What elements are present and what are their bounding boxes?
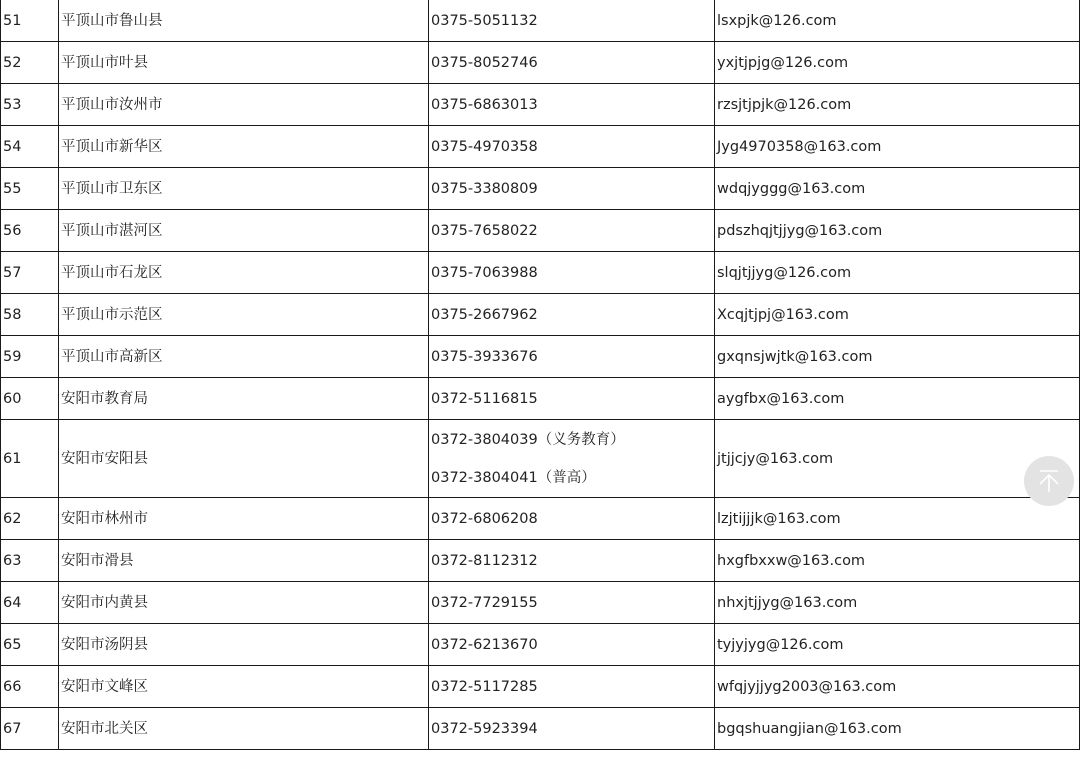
phone-number: 0375-3380809	[429, 168, 715, 210]
email-address: wfqjyjjyg2003@163.com	[715, 666, 1080, 708]
table-row	[1, 294, 1080, 336]
phone-number: 0375-8052746	[429, 42, 715, 84]
table-row	[1, 126, 1080, 168]
phone-number: 0372-6213670	[429, 624, 715, 666]
office-name: 安阳市内黄县	[59, 582, 429, 624]
office-name: 安阳市汤阴县	[59, 624, 429, 666]
phone-number: 0375-7658022	[429, 210, 715, 252]
office-name: 平顶山市湛河区	[59, 210, 429, 252]
row-number: 57	[1, 252, 59, 294]
office-name: 平顶山市新华区	[59, 126, 429, 168]
office-name: 安阳市北关区	[59, 708, 429, 750]
office-name: 安阳市文峰区	[59, 666, 429, 708]
phone-number: 0372-5117285	[429, 666, 715, 708]
office-name: 平顶山市石龙区	[59, 252, 429, 294]
table-row	[1, 336, 1080, 378]
table-row	[1, 420, 1080, 498]
row-number: 54	[1, 126, 59, 168]
email-address: bgqshuangjian@163.com	[715, 708, 1080, 750]
table-row	[1, 252, 1080, 294]
office-name: 平顶山市高新区	[59, 336, 429, 378]
office-name: 平顶山市鲁山县	[59, 0, 429, 42]
phone-number: 0375-5051132	[429, 0, 715, 42]
office-name: 平顶山市汝州市	[59, 84, 429, 126]
back-to-top-button[interactable]	[1024, 456, 1074, 506]
office-name: 安阳市安阳县	[59, 420, 429, 498]
email-address: aygfbx@163.com	[715, 378, 1080, 420]
table-row	[1, 624, 1080, 666]
table-row	[1, 210, 1080, 252]
email-address: lzjtijjjk@163.com	[715, 498, 1080, 540]
row-number: 62	[1, 498, 59, 540]
row-number: 64	[1, 582, 59, 624]
office-name: 平顶山市卫东区	[59, 168, 429, 210]
table-row	[1, 378, 1080, 420]
row-number: 52	[1, 42, 59, 84]
row-number: 55	[1, 168, 59, 210]
email-address: Jyg4970358@163.com	[715, 126, 1080, 168]
email-address: Xcqjtjpj@163.com	[715, 294, 1080, 336]
row-number: 61	[1, 420, 59, 498]
office-name: 安阳市教育局	[59, 378, 429, 420]
office-name: 安阳市林州市	[59, 498, 429, 540]
phone-number: 0375-2667962	[429, 294, 715, 336]
arrow-up-to-top-icon	[1036, 468, 1062, 494]
row-number: 59	[1, 336, 59, 378]
table-row	[1, 498, 1080, 540]
phone-number: 0372-6806208	[429, 498, 715, 540]
phone-number: 0372-5116815	[429, 378, 715, 420]
row-number: 51	[1, 0, 59, 42]
table-row	[1, 666, 1080, 708]
phone-number: 0375-6863013	[429, 84, 715, 126]
email-address: slqjtjjyg@126.com	[715, 252, 1080, 294]
phone-number: 0372-5923394	[429, 708, 715, 750]
row-number: 67	[1, 708, 59, 750]
office-name: 平顶山市示范区	[59, 294, 429, 336]
phone-number: 0372-3804039（义务教育）	[431, 431, 625, 448]
email-address: tyjyjyg@126.com	[715, 624, 1080, 666]
phone-number: 0372-8112312	[429, 540, 715, 582]
table-row	[1, 168, 1080, 210]
row-number: 56	[1, 210, 59, 252]
phone-number: 0375-4970358	[429, 126, 715, 168]
phone-number: 0372-3804041（普高）	[431, 469, 596, 486]
email-address: lsxpjk@126.com	[715, 0, 1080, 42]
row-number: 65	[1, 624, 59, 666]
phone-number: 0375-3933676	[429, 336, 715, 378]
email-address: jtjjcjy@163.com	[715, 420, 1080, 498]
table-row	[1, 582, 1080, 624]
email-address: hxgfbxxw@163.com	[715, 540, 1080, 582]
table-body	[1, 0, 1080, 750]
table-row	[1, 42, 1080, 84]
email-address: pdszhqjtjjyg@163.com	[715, 210, 1080, 252]
row-number: 66	[1, 666, 59, 708]
row-number: 58	[1, 294, 59, 336]
office-name: 平顶山市叶县	[59, 42, 429, 84]
email-address: rzsjtjpjk@126.com	[715, 84, 1080, 126]
email-address: wdqjyggg@163.com	[715, 168, 1080, 210]
email-address: yxjtjpjg@126.com	[715, 42, 1080, 84]
phone-cell	[429, 420, 715, 498]
phone-number: 0372-7729155	[429, 582, 715, 624]
table-row	[1, 0, 1080, 42]
table-row	[1, 84, 1080, 126]
office-name: 安阳市滑县	[59, 540, 429, 582]
row-number: 63	[1, 540, 59, 582]
row-number: 60	[1, 378, 59, 420]
phone-number: 0375-7063988	[429, 252, 715, 294]
row-number: 53	[1, 84, 59, 126]
table-row	[1, 708, 1080, 750]
email-address: nhxjtjjyg@163.com	[715, 582, 1080, 624]
email-address: gxqnsjwjtk@163.com	[715, 336, 1080, 378]
table-row	[1, 540, 1080, 582]
